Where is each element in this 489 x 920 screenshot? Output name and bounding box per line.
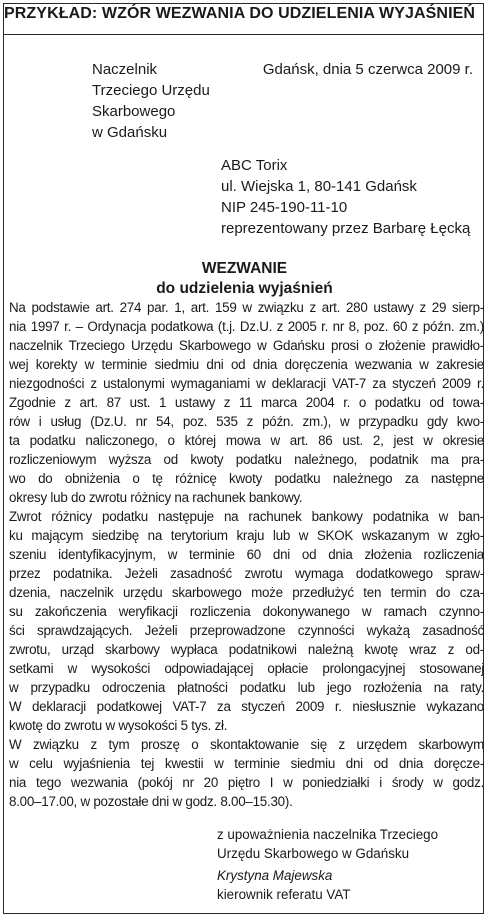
- recipient-line: ABC Torix: [221, 157, 288, 174]
- body-line: w celu wyjaśnienia tej kwestii w terminie siedmiu dni od dnia doręcze-: [9, 756, 484, 771]
- recipient-line: NIP 245-190-11-10: [221, 199, 348, 216]
- body-line: w przypadku odroczenia płatności podatku lub jego rozłożenia na raty.: [9, 680, 484, 695]
- body-line: setkami w wysokości odpowiadającej opłacie prolongacyjnej stosowanej: [9, 661, 484, 676]
- authorization-line: z upoważnienia naczelnika Trzeciego: [217, 827, 439, 842]
- sender-line: Trzeciego Urzędu: [92, 82, 210, 99]
- body-line: ści sprawdzających. Jeżeli przeprowadzone czynności wykażą zasadność: [9, 623, 484, 638]
- place-and-date: Gdańsk, dnia 5 czerwca 2009 r.: [262, 61, 473, 78]
- signatory-position: kierownik referatu VAT: [217, 886, 351, 902]
- document-header-title: PRZYKŁAD: WZÓR WEZWANIA DO UDZIELENIA WYJAŚNIEŃ: [4, 5, 476, 22]
- sender-line: w Gdańsku: [92, 124, 168, 141]
- body-line: W deklaracji podatkowej VAT-7 za styczeń 2009 r. niesłusznie wykazano: [9, 699, 484, 714]
- body-line: przez podatnika. Jeżeli zasadność zwrotu wymaga dodatkowego spraw-: [9, 566, 484, 581]
- body-line: dzenia, naczelnik urzędu skarbowego może przedłużyć ten termin do cza-: [9, 585, 484, 600]
- body-line: nia tego wezwania (pokój nr 20 piętro I w poniedziałki i środy w godz.: [9, 775, 484, 790]
- authorization-line: Urzędu Skarbowego w Gdańsku: [217, 845, 410, 861]
- recipient-block: [221, 155, 470, 239]
- signature-block: [217, 826, 438, 904]
- body-line: ku mającym siedzibę na terytorium kraju lub w SKOK wskazanym w zgło-: [9, 528, 484, 543]
- sender-line: Skarbowego: [92, 103, 176, 120]
- recipient-line: reprezentowany przez Barbarę Łęcką: [221, 220, 471, 237]
- body-line: rozliczeniowym wyższa od kwoty podatku należnego, podatnik ma pra-: [9, 452, 484, 467]
- header-divider: [3, 34, 484, 35]
- signatory-name: Krystyna Majewska: [217, 868, 333, 883]
- body-line: su zakończenia weryfikacji rozliczenia dokonywanego w ramach czynno-: [9, 604, 484, 619]
- body-line: kwotę do zwrotu w wysokości 5 tys. zł.: [9, 718, 228, 733]
- body-line: szeniu identyfikacyjnym, w terminie 60 dni od dnia złożenia rozliczenia: [9, 547, 484, 562]
- sender-line: Naczelnik: [92, 61, 158, 78]
- body-line: Zgodnie z art. 87 ust. 1 ustawy z 11 marca 2004 r. o podatku od towa-: [9, 395, 484, 410]
- body-line: Na podstawie art. 274 par. 1, art. 159 w związku z art. 280 ustawy z 29 sierp-: [9, 300, 484, 315]
- body-line: wej korekty w terminie siedmiu dni od dnia doręczenia wezwania w zakresie: [9, 357, 484, 372]
- body-line: W związku z tym proszę o skontaktowanie się z urzędem skarbowym: [9, 737, 484, 752]
- body-line: ta podatku naliczonego, o której mowa w art. 86 ust. 2, jest w okresie: [9, 433, 484, 448]
- body-line: zwrotu, urząd skarbowy wypłaca podatnikowi należną kwotę wraz z od-: [9, 642, 484, 657]
- body-line: okresy lub do zwrotu różnicy na rachunek bankowy.: [9, 490, 303, 505]
- body-line: 8.00–17.00, w pozostałe dni w godz. 8.00–15.30).: [9, 794, 293, 809]
- body-line: naczelnik Trzeciego Urzędu Skarbowego w Gdańsku prosi o złożenie prawidło-: [9, 338, 484, 353]
- body-line: nia 1997 r. – Ordynacja podatkowa (t.j. Dz.U. z 2005 r. nr 8, poz. 60 z późn. zm.): [9, 319, 484, 334]
- document-subtitle: do udzielenia wyjaśnień: [156, 280, 333, 297]
- sender-block: [92, 59, 210, 143]
- document-title: WEZWANIE: [201, 260, 288, 277]
- body-line: Zwrot różnicy podatku następuje na rachunek bankowy podatnika w ban-: [9, 509, 484, 524]
- body-line: rów i usług (Dz.U. nr 54, poz. 535 z późn. zm.), w przypadku gdy kwo-: [9, 414, 484, 429]
- letter-body: [9, 298, 484, 811]
- body-line: wo do obniżenia o tę różnicę kwoty podatku należnego za następne: [9, 471, 484, 486]
- body-line: niezgodności z ustalonymi wymaganiami w deklaracji VAT-7 za styczeń 2009 r.: [9, 376, 484, 391]
- recipient-line: ul. Wiejska 1, 80-141 Gdańsk: [221, 178, 417, 195]
- document-title-block: [0, 259, 489, 299]
